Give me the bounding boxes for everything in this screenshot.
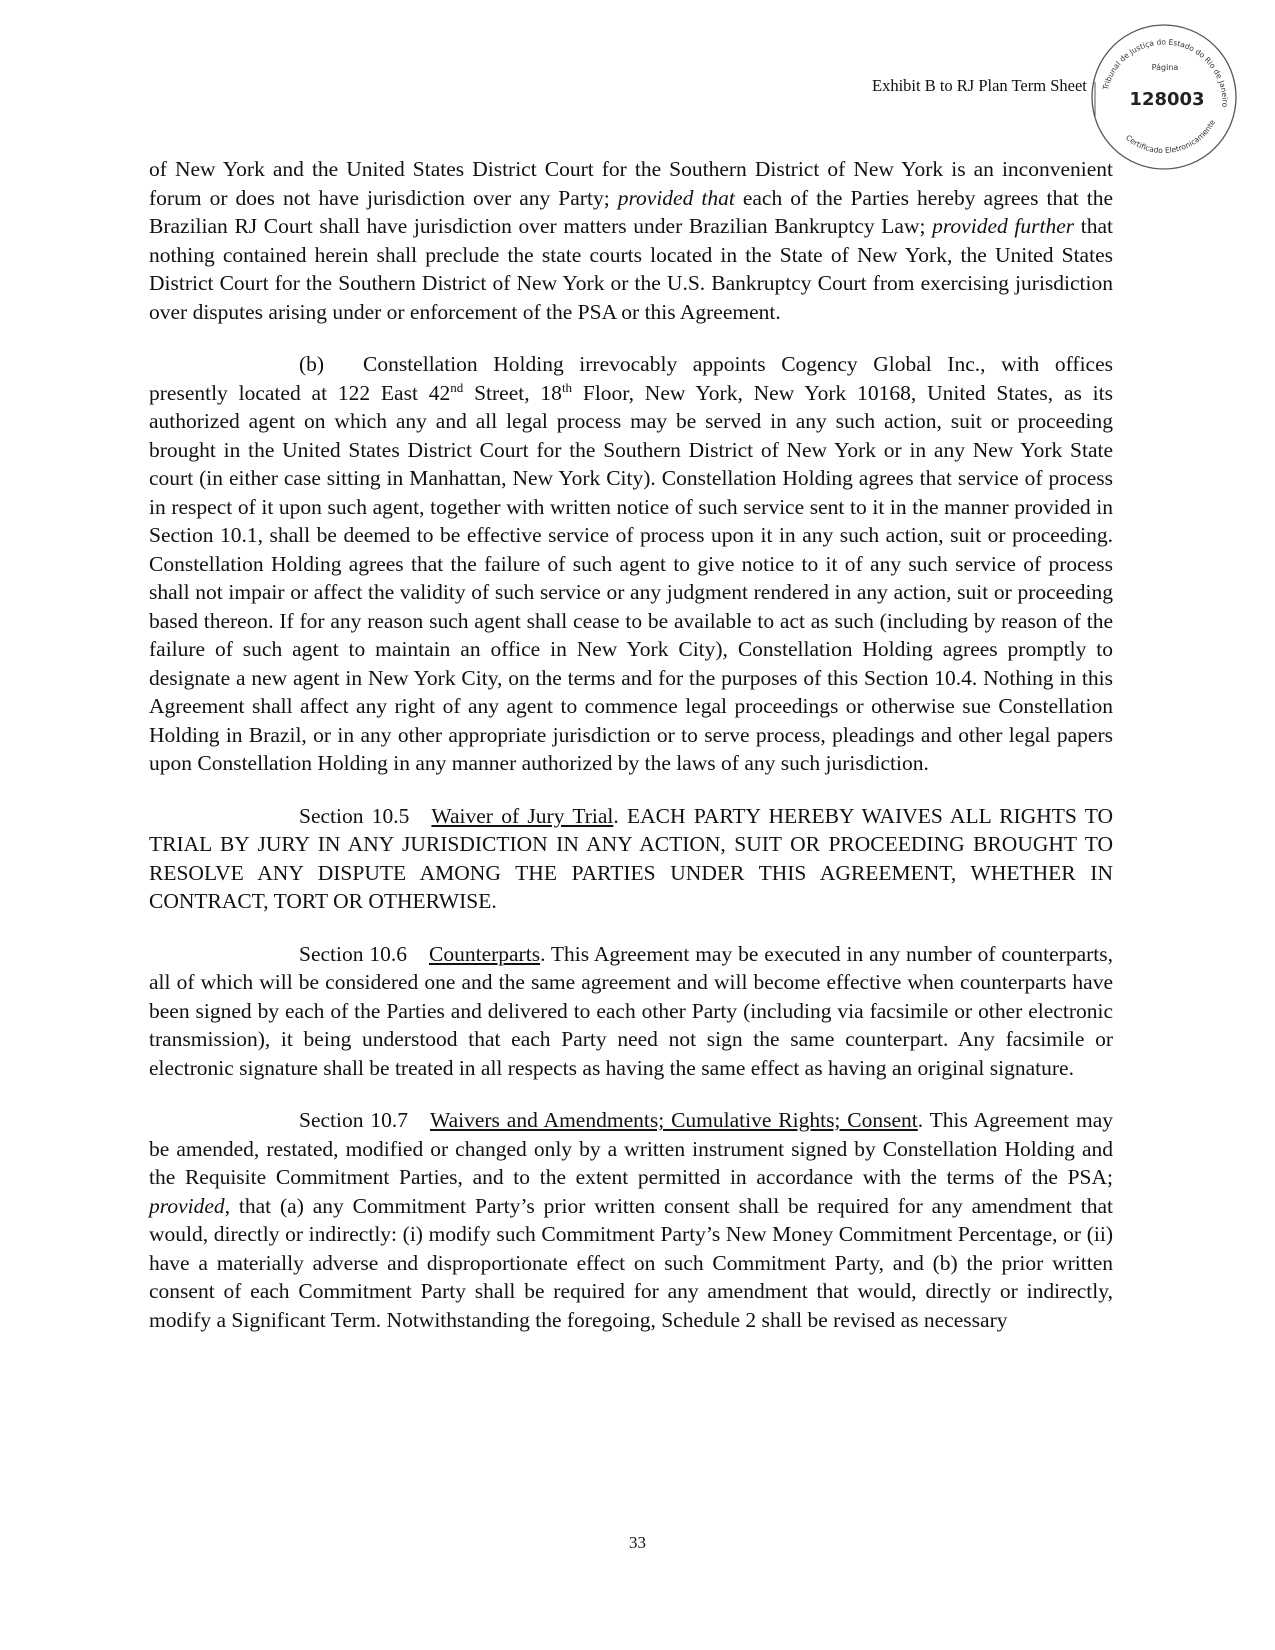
text-run: Street, 18 — [463, 380, 562, 405]
superscript: nd — [450, 379, 464, 395]
text-run: Constellation Holding irrevocably appoints Cogency Global Inc., with offices presently located at 122 East 42 — [149, 352, 1113, 405]
section-number: Section 10.6 — [299, 941, 407, 966]
section-10-6 — [149, 940, 1113, 1083]
seal-bottom-text: Certificado Eletronicamente — [1124, 118, 1218, 156]
seal-top-text: Tribunal de Justiça do Estado do Rio de Janeiro — [1100, 37, 1230, 108]
text-run: each of the Parties hereby agrees that the Brazilian RJ Court shall have jurisdiction over matters under Brazilian Bankruptcy Law; — [149, 185, 1113, 238]
paragraph-agent-appointment — [149, 350, 1113, 778]
page-number: 33 — [629, 1533, 646, 1552]
seal-page-number: 128003 — [1129, 89, 1205, 110]
italic-term: provided further — [932, 214, 1075, 238]
text-run: of New York and the United States District Court for the Southern District of New York is an inconvenient forum or does not have jurisdiction over any Party; — [149, 157, 1113, 210]
section-title: Counterparts — [429, 941, 541, 966]
text-run: Floor, New York, New York 10168, United States, as its authorized agent on which any and all legal process may be served in any such action, suit or proceeding brought in the United States District Court for the Southern District of New York or in any New York State court (in either case sitting in Manhattan, New York City). Constellation Holding agrees that service of process in respect of it upon such agent, together with written notice of such service sent to it in the manner provided in Section 10.1, shall be deemed to be effective service of process upon it in any such action, suit or proceeding. Constellation Holding agrees that the failure of such agent to give notice to it of any such service of process shall not impair or affect the validity of such service or any judgment rendered in any action, suit or proceeding based thereon. If for any reason such agent shall cease to be available to act as such (including by reason of the failure of such agent to maintain an office in New York City), Constellation Holding agrees promptly to designate a new agent in New York City, on the terms and for the purposes of this Section 10.4. Nothing in this Agreement shall affect any right of any agent to commence legal proceedings or otherwise sue Constellation Holding in Brazil, or in any other appropriate jurisdiction or to serve process, pleadings and other legal papers upon Constellation Holding in any manner authorized by the laws of any such jurisdiction. — [149, 380, 1113, 775]
page-header: Exhibit B to RJ Plan Term Sheet — [872, 76, 1087, 95]
court-seal-stamp — [1089, 22, 1239, 172]
seal-label: Página — [1151, 63, 1179, 72]
section-number: Section 10.7 — [299, 1108, 409, 1132]
text-run: . This Agreement may be amended, restated, modified or changed only by a written instrument signed by Constellation Holding and the Requisite Commitment Parties, and to the extent permitted in accordance with the terms of the PSA; — [149, 1108, 1113, 1189]
section-title: Waivers and Amendments; Cumulative Rights; Consent — [430, 1108, 918, 1132]
document-body — [149, 155, 1113, 1334]
seal-icon — [1089, 22, 1239, 172]
paragraph-jurisdiction — [149, 155, 1113, 326]
text-run: that nothing contained herein shall preclude the state courts located in the State of New York, the United States District Court for the Southern District of New York or the U.S. Bankruptcy Court from exercising jurisdiction over disputes arising under or enforcement of the PSA or this Agreement. — [149, 214, 1113, 324]
italic-term: provided that — [617, 185, 735, 210]
text-run: , that (a) any Commitment Party’s prior written consent shall be required for any amendment that would, directly or indirectly: (i) modify such Commitment Party’s New Money Commitment Percentage, or (ii) have a materially adverse and disproportionate effect on such Commitment Party, and (b) the prior written consent of each Commitment Party shall be required for any amendment that would, directly or indirectly, modify a Significant Term. Notwithstanding the foregoing, Schedule 2 shall be revised as necessary — [149, 1193, 1113, 1332]
section-number: Section 10.5 — [299, 803, 410, 828]
section-title: Waiver of Jury Trial — [431, 803, 614, 828]
text-run: . EACH PARTY HEREBY WAIVES ALL RIGHTS TO TRIAL BY JURY IN ANY JURISDICTION IN ANY ACTION, SUIT OR PROCEEDING BROUGHT TO RESOLVE ANY DISPUTE AMONG THE PARTIES UNDER THIS AGREEMENT, WHETHER IN CONTRACT, TORT OR OTHERWISE. — [149, 803, 1113, 913]
subsection-label: (b) — [299, 352, 325, 376]
text-run: . This Agreement may be executed in any number of counterparts, all of which will be considered one and the same agreement and will become effective when counterparts have been signed by each of the Parties and delivered to each other Party (including via facsimile or other electronic transmission), it being understood that each Party need not sign the same counterpart. Any facsimile or electronic signature shall be treated in all respects as having the same effect as having an original signature. — [149, 941, 1113, 1080]
italic-term: provided — [149, 1193, 225, 1218]
superscript: th — [561, 379, 573, 395]
section-10-7 — [149, 1106, 1113, 1334]
section-10-5 — [149, 802, 1113, 916]
